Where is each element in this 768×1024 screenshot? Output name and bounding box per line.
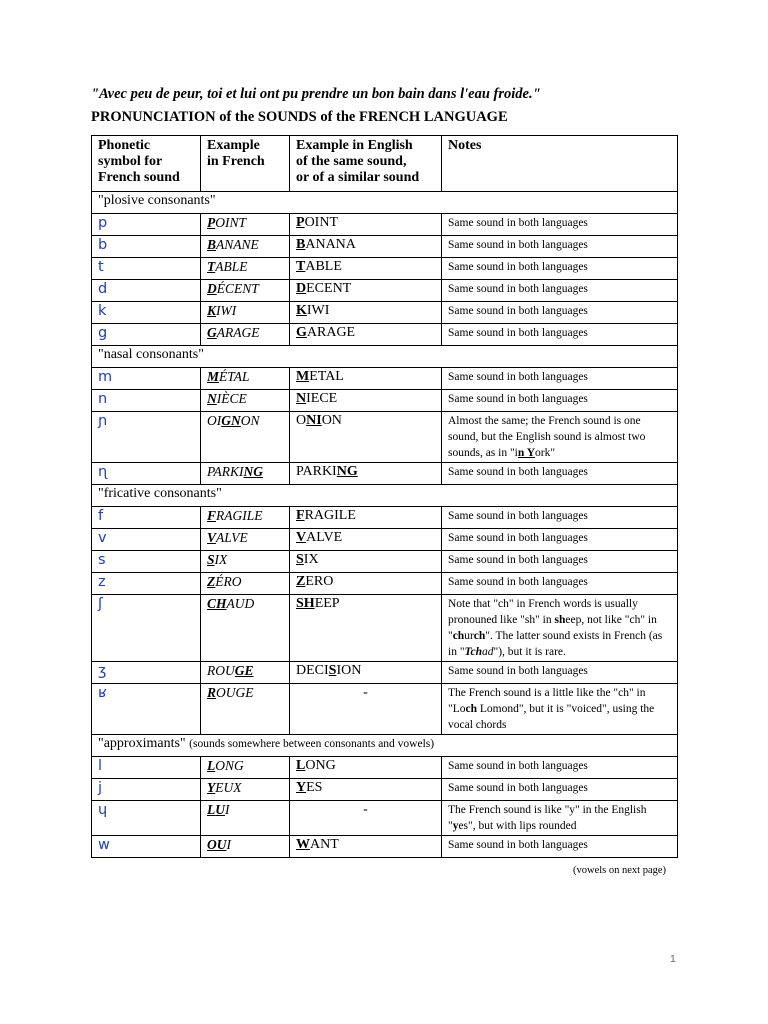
table-row — [92, 757, 678, 779]
table-row — [92, 463, 678, 485]
notes-cell: Same sound in both languages — [442, 529, 678, 551]
example-sentence: "Avec peu de peur, toi et lui ont pu prendre un bon bain dans l'eau froide." — [91, 86, 541, 102]
english-example-cell: VALVE — [290, 529, 442, 551]
category-cell: "approximants" (sounds somewhere between consonants and vowels) — [92, 735, 678, 757]
english-example-cell: POINT — [290, 214, 442, 236]
phonetic-symbol-cell: ʃ — [92, 595, 201, 662]
notes-cell: Same sound in both languages — [442, 757, 678, 779]
english-example-cell: ONION — [290, 412, 442, 463]
table-row — [92, 236, 678, 258]
french-example-cell: FRAGILE — [201, 507, 290, 529]
notes-cell: Same sound in both languages — [442, 551, 678, 573]
english-example-cell: WANT — [290, 836, 442, 858]
english-example-cell: ZERO — [290, 573, 442, 595]
phonetic-symbol-cell: k — [92, 302, 201, 324]
header-phonetic-symbol: Phonetic symbol for French sound — [92, 136, 201, 192]
english-example-cell: FRAGILE — [290, 507, 442, 529]
english-example-cell: LONG — [290, 757, 442, 779]
notes-cell: Same sound in both languages — [442, 390, 678, 412]
notes-cell: Same sound in both languages — [442, 302, 678, 324]
french-example-cell: LUI — [201, 801, 290, 836]
english-example-cell: METAL — [290, 368, 442, 390]
french-example-cell: MÉTAL — [201, 368, 290, 390]
french-example-cell: SIX — [201, 551, 290, 573]
english-example-cell: DECENT — [290, 280, 442, 302]
french-example-cell: OUI — [201, 836, 290, 858]
table-row — [92, 302, 678, 324]
table-row — [92, 801, 678, 836]
table-row — [92, 836, 678, 858]
english-example-cell: TABLE — [290, 258, 442, 280]
phonetic-symbol-cell: f — [92, 507, 201, 529]
table-row — [92, 324, 678, 346]
phonetic-symbol-cell: ɥ — [92, 801, 201, 836]
table-row — [92, 595, 678, 662]
phonetic-symbol-cell: j — [92, 779, 201, 801]
table-row — [92, 779, 678, 801]
phonetic-symbol-cell: ɳ — [92, 463, 201, 485]
french-example-cell: DÉCENT — [201, 280, 290, 302]
notes-cell: Same sound in both languages — [442, 573, 678, 595]
notes-cell: Same sound in both languages — [442, 214, 678, 236]
french-example-cell: VALVE — [201, 529, 290, 551]
english-example-cell: NIECE — [290, 390, 442, 412]
phonetic-symbol-cell: d — [92, 280, 201, 302]
phonetic-symbol-cell: w — [92, 836, 201, 858]
french-example-cell: OIGNON — [201, 412, 290, 463]
notes-cell: Same sound in both languages — [442, 258, 678, 280]
english-example-cell: BANANA — [290, 236, 442, 258]
phonetic-symbol-cell: l — [92, 757, 201, 779]
table-row — [92, 529, 678, 551]
phonetic-symbol-cell: z — [92, 573, 201, 595]
notes-cell: Same sound in both languages — [442, 368, 678, 390]
category-row-approximants — [92, 735, 678, 757]
table-row — [92, 258, 678, 280]
phonetic-symbol-cell: s — [92, 551, 201, 573]
notes-cell: Almost the same; the French sound is one sound, but the English sound is almost two sounds, as in "in York" — [442, 412, 678, 463]
table-row — [92, 368, 678, 390]
notes-cell: Same sound in both languages — [442, 280, 678, 302]
table-row — [92, 507, 678, 529]
category-row-nasal — [92, 346, 678, 368]
table-row — [92, 573, 678, 595]
english-example-cell: PARKING — [290, 463, 442, 485]
header-example-english: Example in English of the same sound, or of a similar sound — [290, 136, 442, 192]
french-example-cell: ZÉRO — [201, 573, 290, 595]
french-example-cell: POINT — [201, 214, 290, 236]
english-example-cell: GARAGE — [290, 324, 442, 346]
notes-cell: The French sound is like "y" in the English "yes", but with lips rounded — [442, 801, 678, 836]
phonetic-symbol-cell: g — [92, 324, 201, 346]
table-row — [92, 662, 678, 684]
table-row — [92, 684, 678, 735]
phonetic-symbol-cell: ʁ — [92, 684, 201, 735]
french-example-cell: PARKING — [201, 463, 290, 485]
phonetic-symbol-cell: b — [92, 236, 201, 258]
continued-note: (vowels on next page) — [573, 865, 667, 876]
french-example-cell: BANANE — [201, 236, 290, 258]
table-row — [92, 412, 678, 463]
category-cell: "fricative consonants" — [92, 485, 678, 507]
phonetic-symbol-cell: ʒ — [92, 662, 201, 684]
notes-cell: The French sound is a little like the "ch" in "Loch Lomond", but it is "voiced", using the vocal chords — [442, 684, 678, 735]
table-header-row — [92, 136, 678, 192]
pronunciation-table — [91, 135, 678, 858]
category-cell: "nasal consonants" — [92, 346, 678, 368]
phonetic-symbol-cell: ɲ — [92, 412, 201, 463]
english-example-cell: SHEEP — [290, 595, 442, 662]
english-example-cell: DECISION — [290, 662, 442, 684]
notes-cell: Same sound in both languages — [442, 779, 678, 801]
french-example-cell: YEUX — [201, 779, 290, 801]
notes-cell: Note that "ch" in French words is usually pronouned like "sh" in sheep, not like "ch" in "church". The latter sound exists in French (as in "Tchad"), but it is rare. — [442, 595, 678, 662]
table-row — [92, 551, 678, 573]
phonetic-symbol-cell: v — [92, 529, 201, 551]
french-example-cell: KIWI — [201, 302, 290, 324]
english-example-cell: - — [290, 801, 442, 836]
notes-cell: Same sound in both languages — [442, 507, 678, 529]
page-title: PRONUNCIATION of the SOUNDS of the FRENCH LANGUAGE — [91, 109, 508, 125]
french-example-cell: ROUGE — [201, 662, 290, 684]
category-row-fricative — [92, 485, 678, 507]
page-number: 1 — [670, 953, 676, 965]
phonetic-symbol-cell: m — [92, 368, 201, 390]
english-example-cell: YES — [290, 779, 442, 801]
notes-cell: Same sound in both languages — [442, 836, 678, 858]
header-notes: Notes — [442, 136, 678, 192]
french-example-cell: TABLE — [201, 258, 290, 280]
french-example-cell: ROUGE — [201, 684, 290, 735]
french-example-cell: LONG — [201, 757, 290, 779]
header-example-french: Example in French — [201, 136, 290, 192]
french-example-cell: CHAUD — [201, 595, 290, 662]
phonetic-symbol-cell: p — [92, 214, 201, 236]
english-example-cell: KIWI — [290, 302, 442, 324]
category-row-plosive — [92, 192, 678, 214]
notes-cell: Same sound in both languages — [442, 236, 678, 258]
table-row — [92, 280, 678, 302]
french-example-cell: NIÈCE — [201, 390, 290, 412]
table-row — [92, 390, 678, 412]
english-example-cell: - — [290, 684, 442, 735]
notes-cell: Same sound in both languages — [442, 662, 678, 684]
table-row — [92, 214, 678, 236]
notes-cell: Same sound in both languages — [442, 463, 678, 485]
french-example-cell: GARAGE — [201, 324, 290, 346]
notes-cell: Same sound in both languages — [442, 324, 678, 346]
english-example-cell: SIX — [290, 551, 442, 573]
category-cell: "plosive consonants" — [92, 192, 678, 214]
phonetic-symbol-cell: n — [92, 390, 201, 412]
phonetic-symbol-cell: t — [92, 258, 201, 280]
